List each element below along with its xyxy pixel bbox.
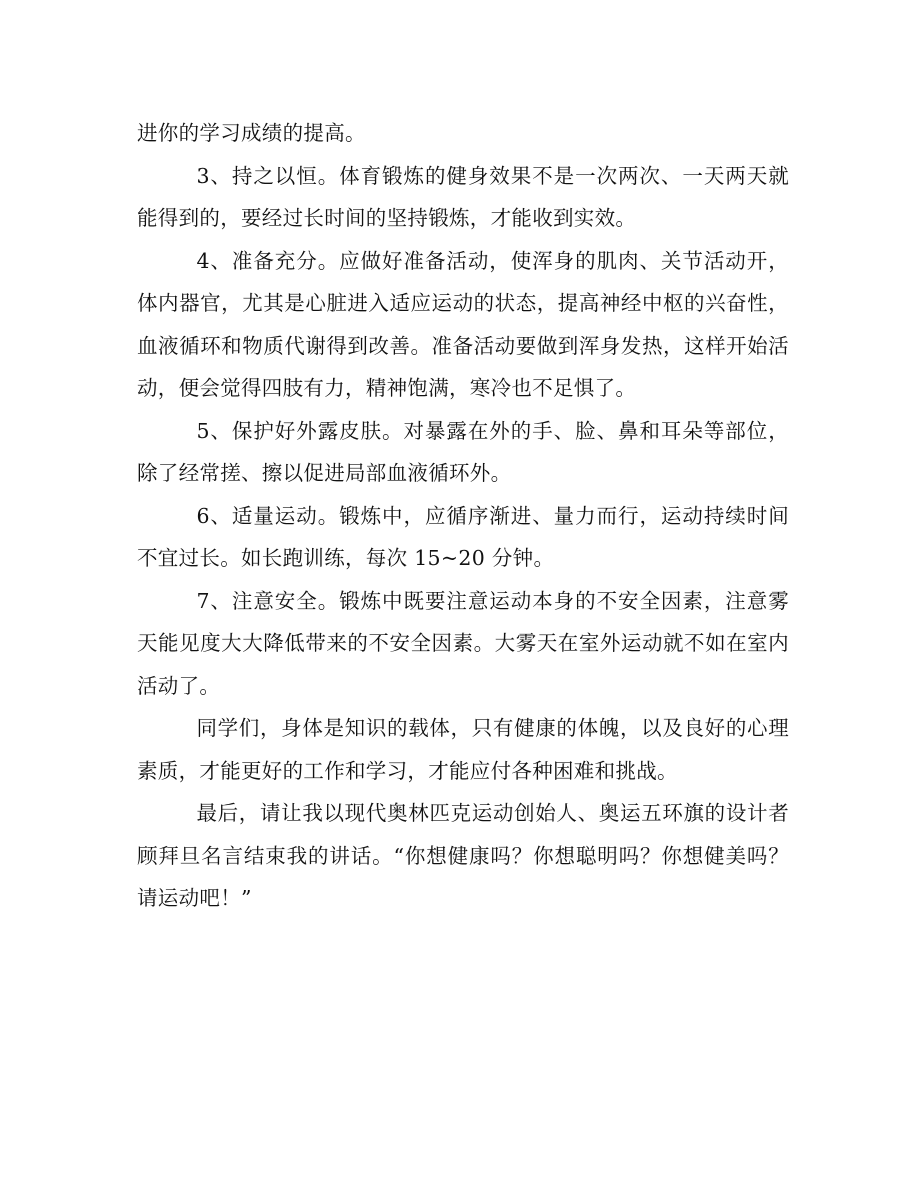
paragraph-continuation: 进你的学习成绩的提高。 (137, 121, 366, 145)
paragraph-item-4: 4、准备充分。应做好准备活动，使浑身的肌肉、关节活动开，体内器官，尤其是心脏进入适应运动的状态，提高神经中枢的兴奋性，血液循环和物质代谢得到改善。准备活动要做到浑身发热，这样开始活动，便会觉得四肢有力，精神饱满，寒冷也不足惧了。 (137, 248, 789, 400)
paragraph-conclusion: 同学们，身体是知识的载体，只有健康的体魄，以及良好的心理素质，才能更好的工作和学习，才能应付各种困难和挑战。 (137, 716, 789, 783)
paragraph-item-6: 6、适量运动。锻炼中，应循序渐进、量力而行，运动持续时间不宜过长。如长跑训练，每次 15~20 分钟。 (137, 503, 789, 570)
paragraph-item-3: 3、持之以恒。体育锻炼的健身效果不是一次两次、一天两天就能得到的，要经过长时间的坚持锻炼，才能收到实效。 (137, 163, 789, 230)
document-body (137, 112, 789, 920)
paragraph-item-7: 7、注意安全。锻炼中既要注意运动本身的不安全因素，注意雾天能见度大大降低带来的不安全因素。大雾天在室外运动就不如在室内活动了。 (137, 588, 789, 698)
paragraph-item-5: 5、保护好外露皮肤。对暴露在外的手、脸、鼻和耳朵等部位，除了经常搓、擦以促进局部血液循环外。 (137, 418, 789, 485)
paragraph-closing-quote: 最后，请让我以现代奥林匹克运动创始人、奥运五环旗的设计者顾拜旦名言结束我的讲话。“你想健康吗？你想聪明吗？你想健美吗？请运动吧！” (137, 801, 789, 910)
